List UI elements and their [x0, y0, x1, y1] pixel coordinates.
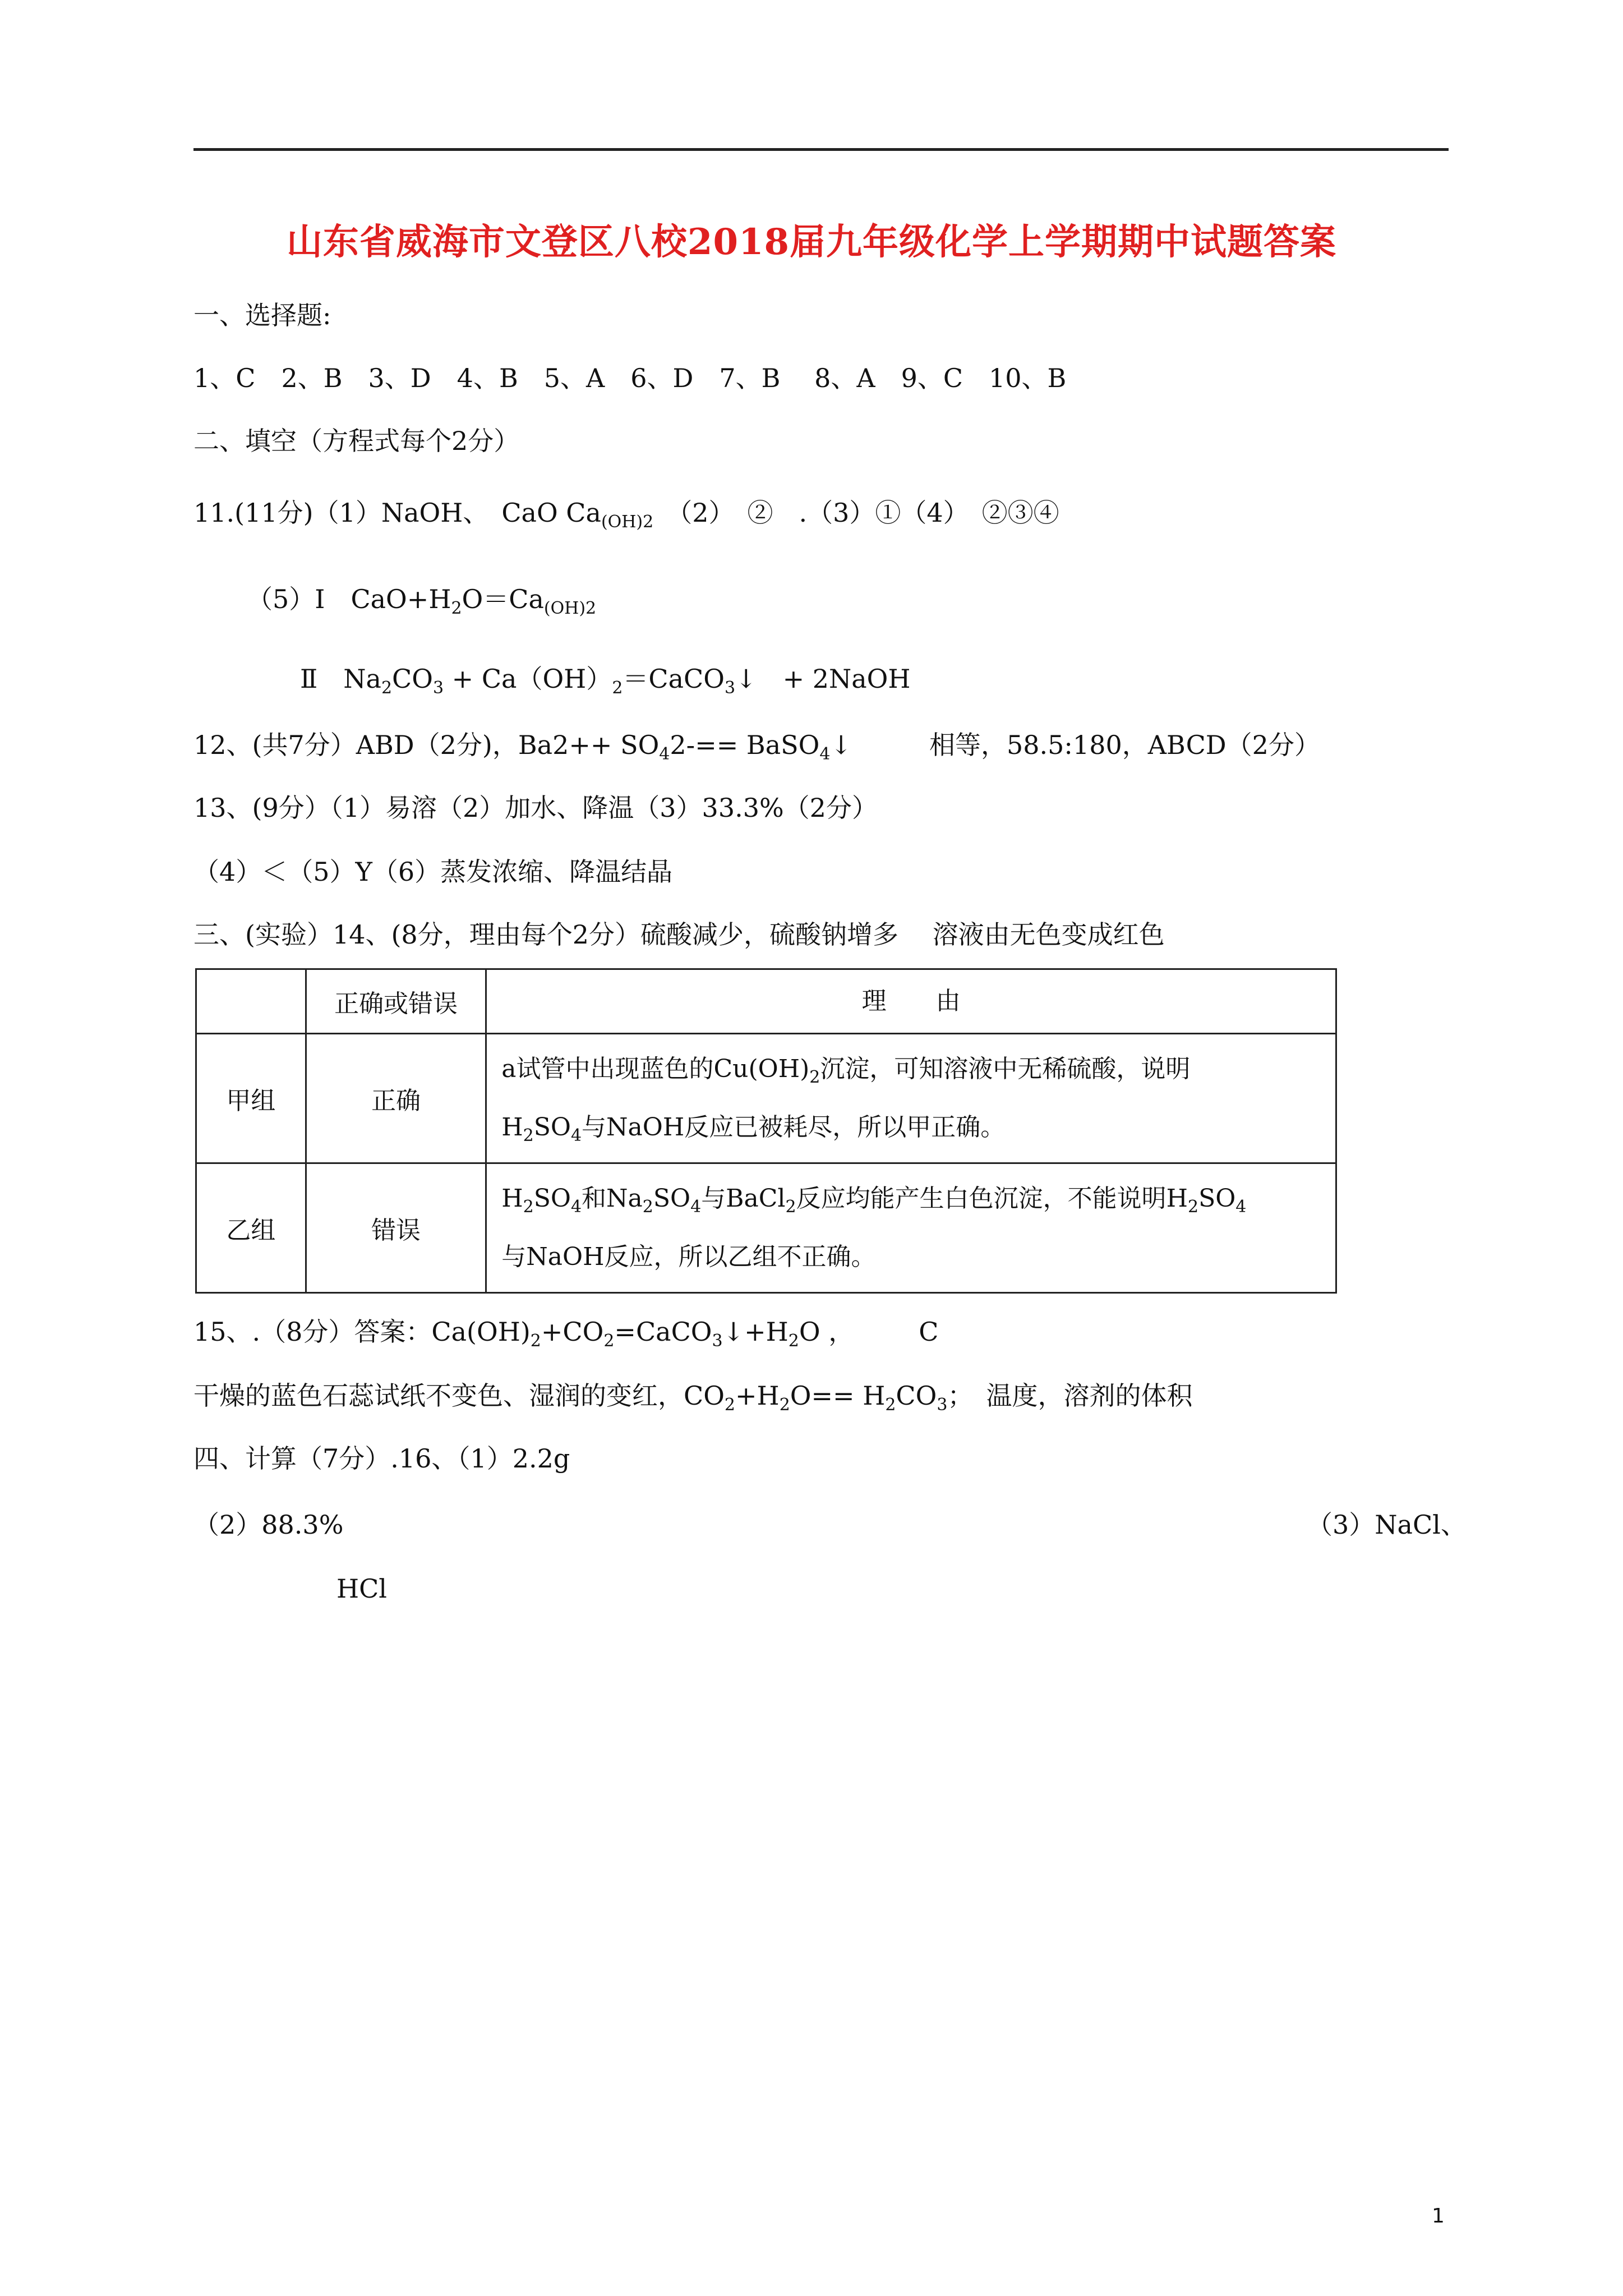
- table-header-blank: [196, 969, 306, 1034]
- q12-s2: 4: [819, 744, 831, 764]
- q11-6-b: CO: [392, 664, 433, 694]
- reason-line-1: a试管中出现蓝色的$Cu(OH)_2$沉淀，可知溶液中无稀硫酸，说明: [501, 1055, 1191, 1087]
- section-1-heading: 一、选择题:: [193, 300, 331, 330]
- q11-5-text-a: （5）Ⅰ CaO+H: [247, 584, 451, 614]
- q16-part-3: （3）NaCl、: [1307, 1510, 1467, 1540]
- section-1-answers: 1、C 2、B 3、D 4、B 5、A 6、D 7、B 8、A 9、C 10、B: [193, 363, 1067, 393]
- q11-6-d: ＝CaCO: [623, 664, 725, 694]
- q15-line-2: 干燥的蓝色石蕊试纸不变色、湿润的变红，$CO_2+H_2O== H_2CO_3$； 温度，溶剂的体积: [193, 1381, 1193, 1415]
- q12-s1: 4: [659, 744, 670, 764]
- q15-line-1: 15、.（8分）答案：$Ca(OH)_2+CO_2=CaCO_3↓+H_2O$ ， C: [193, 1317, 939, 1351]
- page-number: 1: [1432, 2205, 1445, 2228]
- q11-5-sub1: 2: [451, 599, 462, 618]
- row-reason: [486, 1163, 1336, 1293]
- q11-6-s3: 2: [612, 678, 623, 698]
- q11-5-text-b: O＝Ca: [462, 584, 544, 614]
- q12-a: 12、(共7分）ABD（2分)，Ba2++ SO: [193, 730, 660, 760]
- q16-part-3-cont: HCl: [336, 1573, 388, 1604]
- experiment-table: [195, 968, 1337, 1294]
- section-3-heading: 三、(实验）14、(8分，理由每个2分）硫酸减少，硫酸钠增多 溶液由无色变成红色: [193, 919, 1165, 950]
- q12-line: [193, 727, 1320, 763]
- q11-6-s2: 3: [432, 678, 444, 698]
- q11-6-a: Ⅱ Na: [300, 664, 381, 694]
- row-group-name: 乙组: [196, 1163, 306, 1293]
- q11-6-e: ↓ + 2NaOH: [735, 664, 911, 694]
- header-rule: [193, 148, 1449, 151]
- q11-6-s4: 3: [724, 678, 736, 698]
- table-header-verdict: 正确或错误: [306, 969, 486, 1034]
- q16-part-2: （2）88.3%: [193, 1510, 344, 1540]
- reason-line-2: $H_2SO_4$与NaOH反应已被耗尽，所以甲正确。: [501, 1113, 1006, 1145]
- reason-line-2: 与NaOH反应，所以乙组不正确。: [501, 1243, 876, 1271]
- q11-line-5: [247, 581, 596, 617]
- row-verdict: 错误: [306, 1163, 486, 1293]
- q13-line-2: （4）＜（5）Y（6）蒸发浓缩、降温结晶: [193, 857, 673, 887]
- q11-sub: (OH)2: [601, 512, 654, 532]
- q11-6-c: + Ca（OH）: [444, 664, 612, 694]
- q11-6-s1: 2: [381, 678, 393, 698]
- section-4-heading: 四、计算（7分）.16、（1）2.2g: [193, 1443, 570, 1474]
- page-title: 山东省威海市文登区八校2018届九年级化学上学期期中试题答案: [286, 221, 1337, 263]
- row-verdict: 正确: [306, 1034, 486, 1163]
- section-2-heading: 二、填空（方程式每个2分）: [193, 426, 520, 456]
- reason-line-1: $H_2SO_4$和$Na_2SO_4$与BaCl$_2$反应均能产生白色沉淀，不能说明$H_2SO_4$: [501, 1184, 1247, 1217]
- row-reason: [486, 1034, 1336, 1163]
- table-header-reason: 理 由: [486, 969, 1336, 1034]
- q12-b: 2-== BaSO: [670, 730, 820, 760]
- q12-c: ↓ 相等，58.5:180，ABCD（2分）: [830, 730, 1320, 760]
- q11-text-a: 11.(11分)（1）NaOH、 CaO Ca: [193, 498, 601, 528]
- row-group-name: 甲组: [196, 1034, 306, 1163]
- table-header-row: [196, 969, 1336, 1034]
- table-row: [196, 1163, 1336, 1293]
- q11-line-6: [300, 661, 911, 697]
- table-row: [196, 1034, 1336, 1163]
- q11-5-sub2: (OH)2: [543, 599, 597, 618]
- q11-text-b: （2） ② .（3）①（4） ②③④: [653, 498, 1059, 528]
- q11-line-1: [193, 495, 1059, 531]
- q13-line-1: 13、(9分）（1）易溶（2）加水、降温（3）33.3%（2分）: [193, 793, 878, 823]
